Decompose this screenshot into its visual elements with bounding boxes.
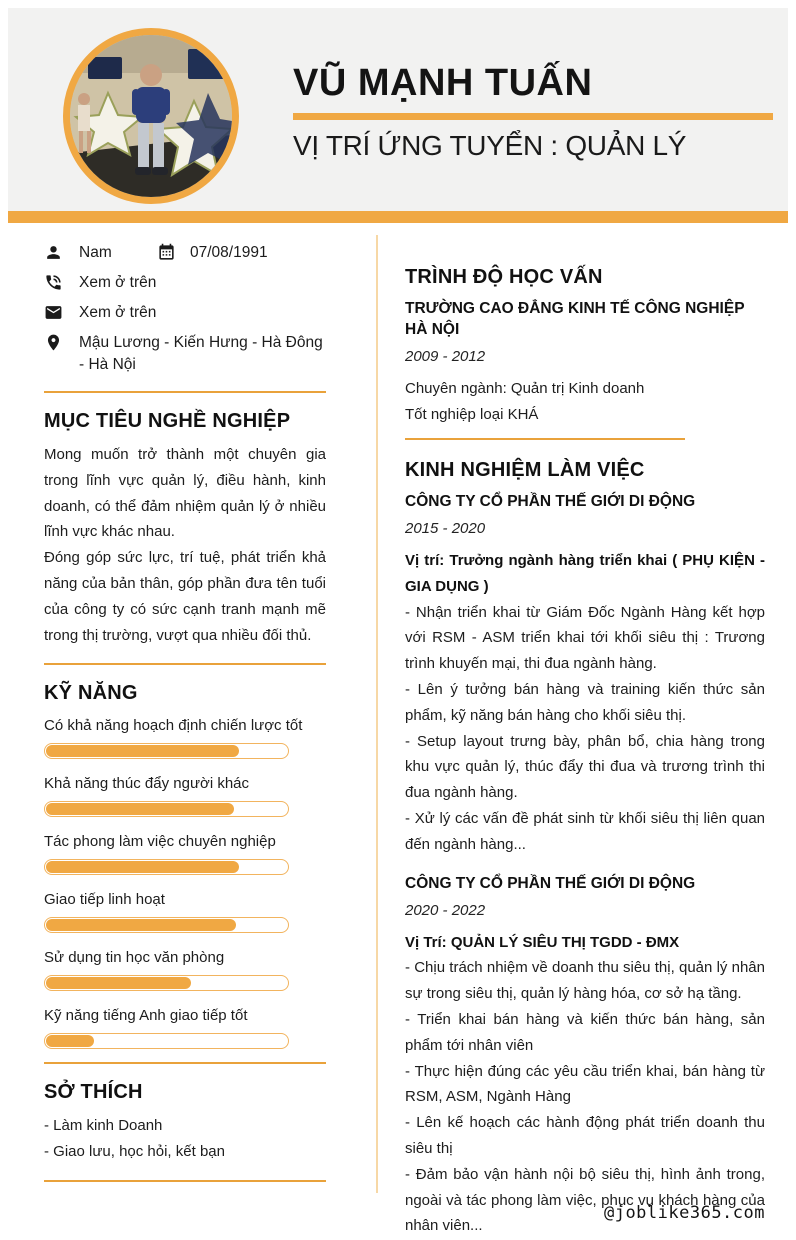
education-line: Tốt nghiệp loại KHÁ <box>405 406 539 423</box>
education-line: Chuyên ngành: Quản trị Kinh doanh <box>405 380 645 397</box>
profile-photo <box>63 28 239 204</box>
objective-paragraph: Đóng góp sức lực, trí tuệ, phát triển khả năng của bản thân, góp phần đưa tên tuổi của công ty có sức cạnh tranh mạnh mẽ trong thị trường, vượt qua nhiều đối thủ. <box>44 549 326 644</box>
job-bullet: - Đảm bảo vận hành nội bộ siêu thị, hình ảnh trong, ngoài và tác phong làm việc, phục vụ khách hàng của nhân viên... <box>405 1165 765 1235</box>
applied-position: VỊ TRÍ ỨNG TUYỂN : QUẢN LÝ <box>293 130 687 161</box>
job-bullet: - Setup layout trưng bày, phân bổ, chia hàng trong khu vực quản lý, thúc đẩy thi đua và trương trình thi đua ngành hàng. <box>405 732 765 802</box>
section-divider <box>44 1180 326 1182</box>
job-bullet: - Lên ý tưởng bán hàng và training kiến thức sản phẩm, kỹ năng bán hàng cho khối siêu thị. <box>405 680 765 724</box>
accent-band <box>8 211 788 223</box>
education-details <box>405 376 765 428</box>
job-role: Vị trí: Trưởng ngành hàng triển khai ( PHỤ KIỆN - GIA DỤNG ) <box>405 552 765 595</box>
education-school: TRƯỜNG CAO ĐẲNG KINH TẾ CÔNG NGHIỆP HÀ NỘI <box>405 300 745 338</box>
job-entry <box>405 873 765 1240</box>
hobby-item: - Giao lưu, học hỏi, kết bạn <box>44 1143 225 1161</box>
experience-title: KINH NGHIỆM LÀM VIỆC <box>405 459 645 481</box>
jobs-list <box>405 491 765 1239</box>
job-bullet: - Chịu trách nhiệm về doanh thu siêu thị, quản lý nhân sự trong siêu thị, quản lý hàng hóa, cơ sở hạ tầng. <box>405 959 765 1003</box>
job-bullet: - Triển khai bán hàng và kiến thức bán hàng, sản phẩm tới nhân viên <box>405 1010 765 1054</box>
job-company: CÔNG TY CỔ PHẦN THẾ GIỚI DI ĐỘNG <box>405 493 696 510</box>
objective-title: MỤC TIÊU NGHỀ NGHIỆP <box>44 410 291 432</box>
skill-bar <box>44 917 289 933</box>
candidate-name: VŨ MẠNH TUẤN <box>293 62 593 104</box>
skill-label: Khả năng thúc đẩy người khác <box>44 775 250 793</box>
education-title: TRÌNH ĐỘ HỌC VẤN <box>405 266 603 288</box>
section-divider <box>44 1062 326 1064</box>
skill-bar-fill <box>46 861 239 873</box>
skill-label: Có khả năng hoạch định chiến lược tốt <box>44 717 303 735</box>
right-column <box>405 266 765 1240</box>
address-value: Mậu Lương - Kiến Hưng - Hà Đông - Hà Nội <box>79 334 323 373</box>
skill-bar-fill <box>46 745 239 757</box>
column-divider <box>376 235 378 1193</box>
watermark: @joblike365.com <box>603 1203 765 1223</box>
skill-label: Tác phong làm việc chuyên nghiệp <box>44 833 276 851</box>
skill-item <box>44 1004 326 1049</box>
job-bullet: - Xử lý các vấn đề phát sinh từ khối siêu thị liên quan đến ngành hàng... <box>405 809 765 853</box>
skill-bar <box>44 975 289 991</box>
skill-item <box>44 714 326 759</box>
job-entry <box>405 491 765 858</box>
job-bullet: - Lên kế hoạch các hành động phát triển doanh thu siêu thị <box>405 1114 765 1157</box>
left-column <box>44 242 326 1182</box>
profile-photo-illustration <box>70 35 232 197</box>
skill-item <box>44 830 326 875</box>
job-role: Vị Trí: QUẢN LÝ SIÊU THỊ TGDD - ĐMX <box>405 933 680 951</box>
objective-paragraphs <box>44 442 326 648</box>
skill-bar-fill <box>46 977 191 989</box>
skill-bar <box>44 743 289 759</box>
skills-list <box>44 714 326 1049</box>
skill-bar-fill <box>46 1035 94 1047</box>
calendar-icon <box>157 243 176 262</box>
email-value: Xem ở trên <box>79 304 157 321</box>
email-icon <box>44 303 63 322</box>
hobbies-title: SỞ THÍCH <box>44 1081 143 1104</box>
hobby-item: - Làm kinh Doanh <box>44 1117 163 1135</box>
name-underline <box>293 113 773 120</box>
contact-row-address <box>44 332 326 376</box>
skill-item <box>44 946 326 991</box>
location-icon <box>44 333 63 352</box>
skill-bar <box>44 859 289 875</box>
education-period: 2009 - 2012 <box>405 348 486 365</box>
skill-bar <box>44 1033 289 1049</box>
section-divider <box>405 438 685 440</box>
birthday-value: 07/08/1991 <box>190 244 268 261</box>
name-block <box>293 60 775 162</box>
section-divider <box>44 663 326 665</box>
skill-label: Giao tiếp linh hoạt <box>44 891 165 909</box>
phone-value: Xem ở trên <box>79 274 157 291</box>
gender-value: Nam <box>79 244 112 261</box>
skill-label: Kỹ năng tiếng Anh giao tiếp tốt <box>44 1007 248 1025</box>
contact-row-email <box>44 302 326 324</box>
contact-row-phone <box>44 272 326 294</box>
skills-title: KỸ NĂNG <box>44 682 138 705</box>
section-divider <box>44 391 326 393</box>
phone-icon <box>44 273 63 292</box>
skill-bar <box>44 801 289 817</box>
skill-bar-fill <box>46 803 234 815</box>
header <box>8 8 788 211</box>
skill-bar-fill <box>46 919 236 931</box>
contact-row-gender-birthday <box>44 242 326 264</box>
objective-paragraph: Mong muốn trở thành một chuyên gia trong lĩnh vực quản lý, điều hành, kinh doanh, có thể đảm nhiệm quản lý ở nhiều lĩnh vực khác nhau. <box>44 446 326 541</box>
job-period: 2020 - 2022 <box>405 901 486 919</box>
person-icon <box>44 243 63 262</box>
hobbies-list <box>44 1113 326 1165</box>
job-bullet: - Thực hiện đúng các yêu cầu triển khai, bán hàng từ RSM, ASM, Ngành Hàng <box>405 1062 765 1106</box>
job-company: CÔNG TY CỔ PHẦN THẾ GIỚI DI ĐỘNG <box>405 874 696 892</box>
contact-section <box>44 242 326 393</box>
skill-item <box>44 888 326 933</box>
skill-item <box>44 772 326 817</box>
job-period: 2015 - 2020 <box>405 520 486 537</box>
skill-label: Sử dụng tin học văn phòng <box>44 949 225 967</box>
job-bullet: - Nhận triển khai từ Giám Đốc Ngành Hàng kết hợp với RSM - ASM triển khai tới khối siêu thị : Trương trình khuyến mại, thi đua ngành hàng. <box>405 603 765 673</box>
